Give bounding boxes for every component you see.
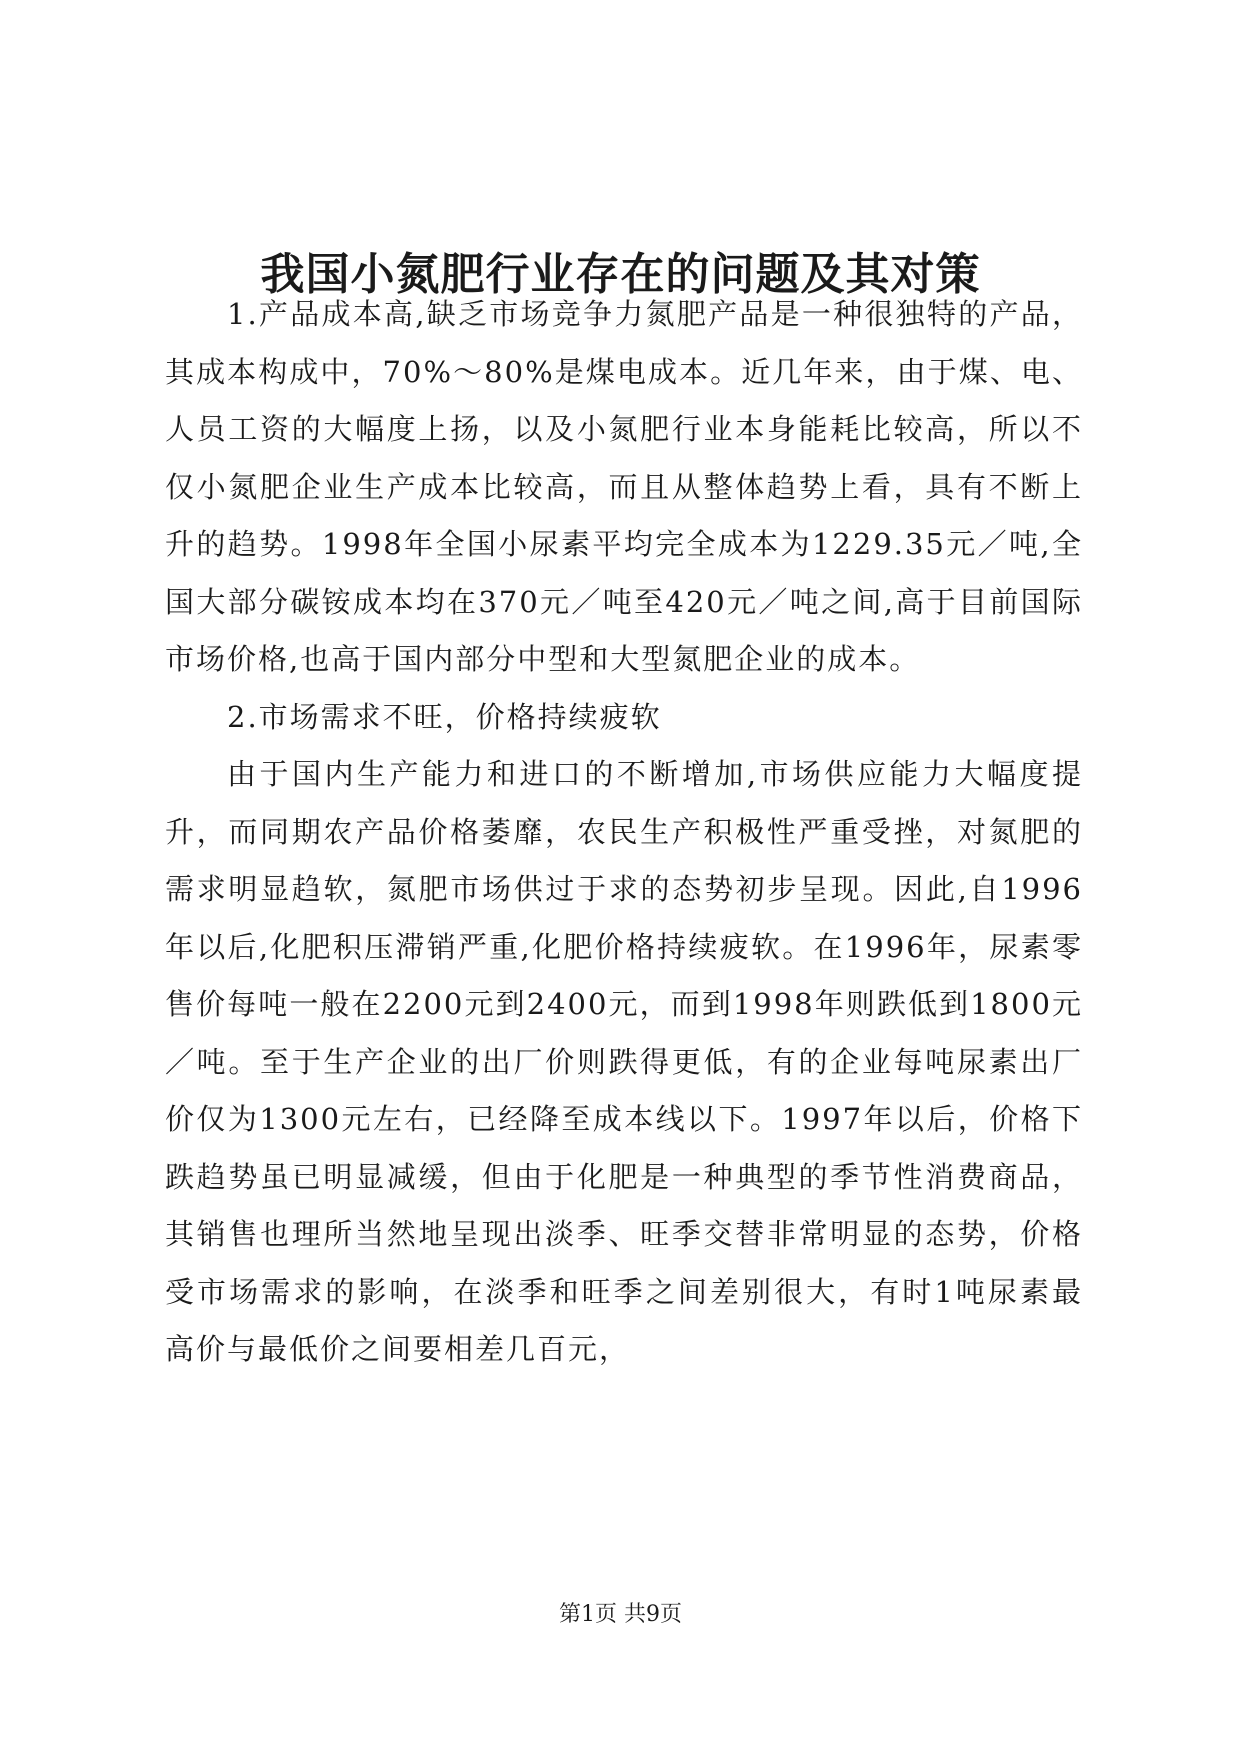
document-body: [165, 286, 1083, 1379]
paragraph-demand: 由于国内生产能力和进口的不断增加,市场供应能力大幅度提升，而同期农产品价格萎靡，农民生产积极性严重受挫，对氮肥的需求明显趋软，氮肥市场供过于求的态势初步呈现。因此,自1996年以后,化肥积压滞销严重,化肥价格持续疲软。在1996年，尿素零售价每吨一般在2200元到2400元，而到1998年则跌低到1800元／吨。至于生产企业的出厂价则跌得更低，有的企业每吨尿素出厂价仅为1300元左右，已经降至成本线以下。1997年以后，价格下跌趋势虽已明显减缓，但由于化肥是一种典型的季节性消费商品，其销售也理所当然地呈现出淡季、旺季交替非常明显的态势，价格受市场需求的影响，在淡季和旺季之间差别很大，有时1吨尿素最高价与最低价之间要相差几百元，: [165, 757, 1083, 1366]
paragraph-heading-demand: 2.市场需求不旺，价格持续疲软: [227, 699, 662, 734]
page-footer: 第1页 共9页: [559, 1602, 682, 1627]
document-title: 我国小氮肥行业存在的问题及其对策: [260, 249, 981, 301]
paragraph-cost: 1.产品成本高,缺乏市场竞争力氮肥产品是一种很独特的产品，其成本构成中，70%～80%是煤电成本。近几年来，由于煤、电、人员工资的大幅度上扬，以及小氮肥行业本身能耗比较高，所以不仅小氮肥企业生产成本比较高，而且从整体趋势上看，具有不断上升的趋势。1998年全国小尿素平均完全成本为1229.35元／吨,全国大部分碳铵成本均在370元／吨至420元／吨之间,高于目前国际市场价格,也高于国内部分中型和大型氮肥企业的成本。: [165, 297, 1083, 676]
